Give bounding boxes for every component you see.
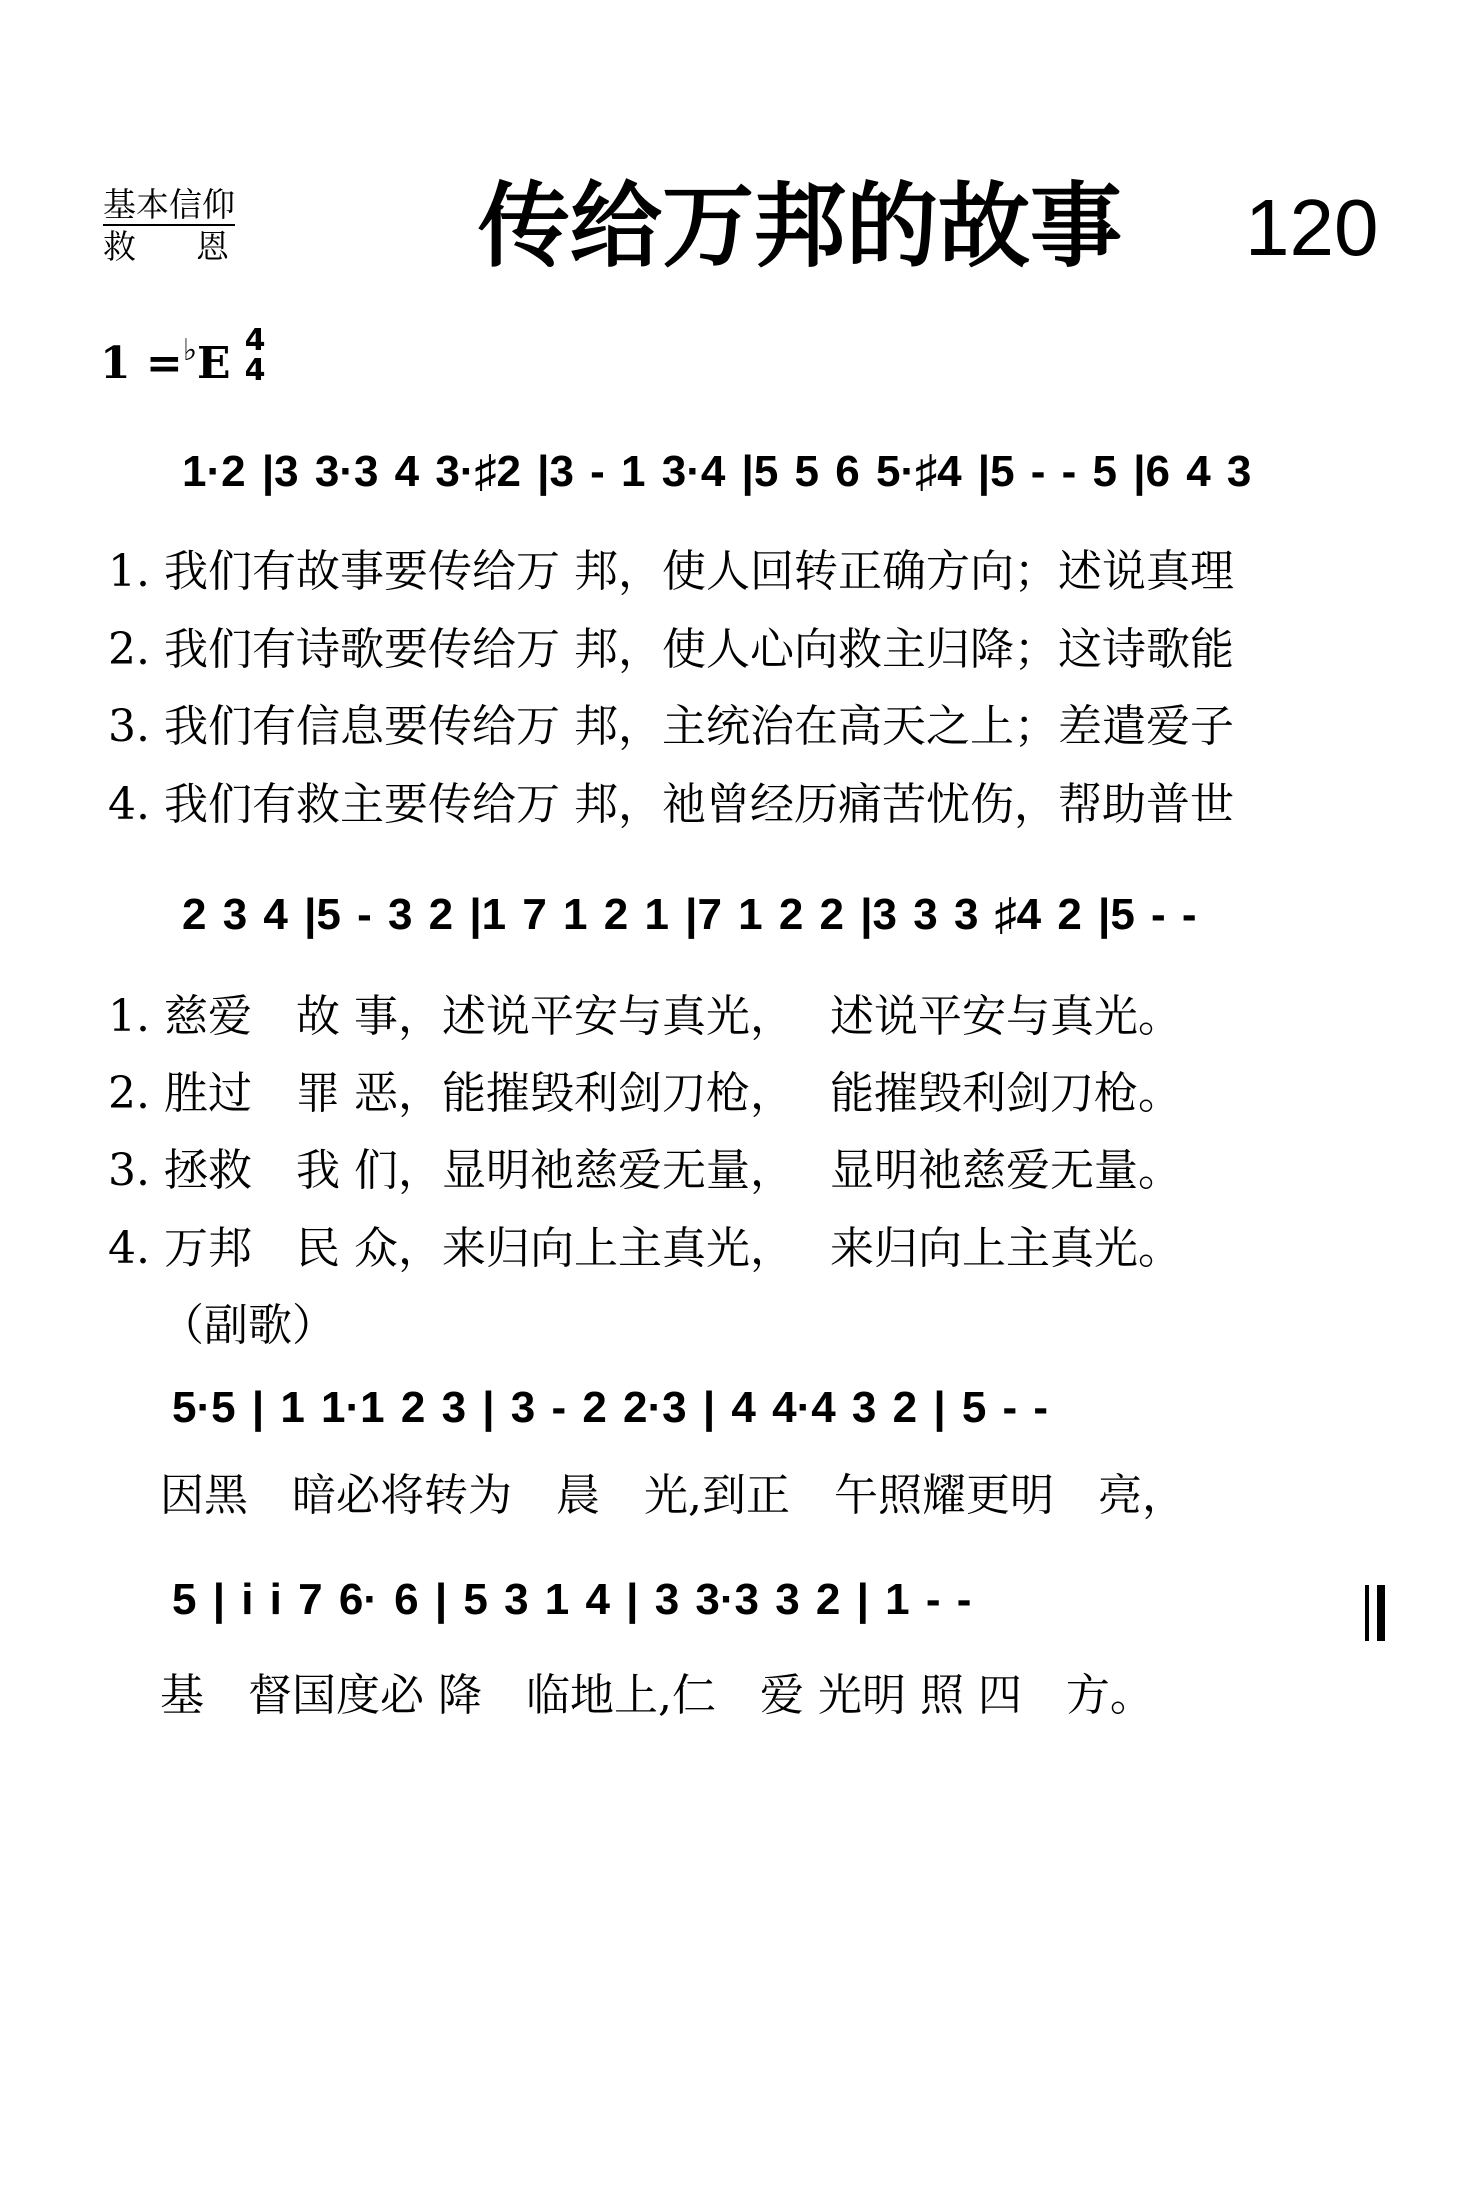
time-signature-bottom: 4 — [244, 353, 266, 388]
system-1-verse-4: 4. 我们有救主要传给万 邦，祂曾经历痛苦忧伤，帮助普世 — [108, 779, 1234, 830]
system-3-notes: 5·5 | 1 1·1 2 3 | 3 - 2 2·3 | 4 4·4 3 2 | 5 - - — [172, 1383, 1049, 1432]
system-1-verse-3: 3. 我们有信息要传给万 邦，主统治在高天之上；差遣爱子 — [108, 701, 1234, 752]
category-line-1: 基本信仰 — [103, 185, 235, 224]
system-1-verse-2: 2. 我们有诗歌要传给万 邦，使人心向救主归降；这诗歌能 — [108, 624, 1234, 675]
time-signature — [240, 323, 270, 388]
category-line-2: 救恩 — [103, 227, 289, 266]
system-2-verse-2: 2. 胜过 罪 恶，能摧毁利剑刀枪， 能摧毁利剑刀枪。 — [108, 1068, 1182, 1119]
key-signature — [100, 334, 231, 399]
key-name: E — [196, 338, 231, 389]
system-2-verse-1: 1. 慈爱 故 事，述说平安与真光， 述说平安与真光。 — [108, 991, 1182, 1042]
system-2-verse-4: 4. 万邦 民 众，来归向上主真光， 来归向上主真光。 — [108, 1223, 1182, 1274]
system-1-verse-1: 1. 我们有故事要传给万 邦，使人回转正确方向；述说真理 — [108, 546, 1234, 597]
system-4-notes: 5 | i i 7 6· 6 | 5 3 1 4 | 3 3·3 3 2 | 1 - - — [172, 1575, 972, 1624]
refrain-label: （副歌） — [160, 1300, 336, 1351]
key-tonic: 1 = — [100, 338, 183, 389]
system-3-lyric: 因黑 暗必将转为 晨 光,到正 午照耀更明 亮， — [160, 1470, 1186, 1521]
time-signature-top: 4 — [244, 323, 266, 358]
flat-icon: ♭ — [182, 333, 197, 368]
system-1-notes: 1·2 |3 3·3 4 3·♯2 |3 - 1 3·4 |5 5 6 5·♯4 |5 - - 5 |6 4 3 — [182, 447, 1252, 496]
final-barline-thick — [1377, 1585, 1385, 1641]
hymn-title: 传给万邦的故事 — [478, 173, 1123, 280]
hymn-number: 120 — [1245, 183, 1379, 272]
system-4-lyric: 基 督国度必 降 临地上,仁 爱 光明 照 四 方。 — [160, 1670, 1154, 1721]
system-2-verse-3: 3. 拯救 我 们，显明祂慈爱无量， 显明祂慈爱无量。 — [108, 1145, 1182, 1196]
system-2-notes: 2 3 4 |5 - 3 2 |1 7 1 2 1 |7 1 2 2 |3 3 3 ♯4 2 |5 - - — [182, 890, 1197, 939]
final-barline-thin — [1365, 1585, 1369, 1641]
